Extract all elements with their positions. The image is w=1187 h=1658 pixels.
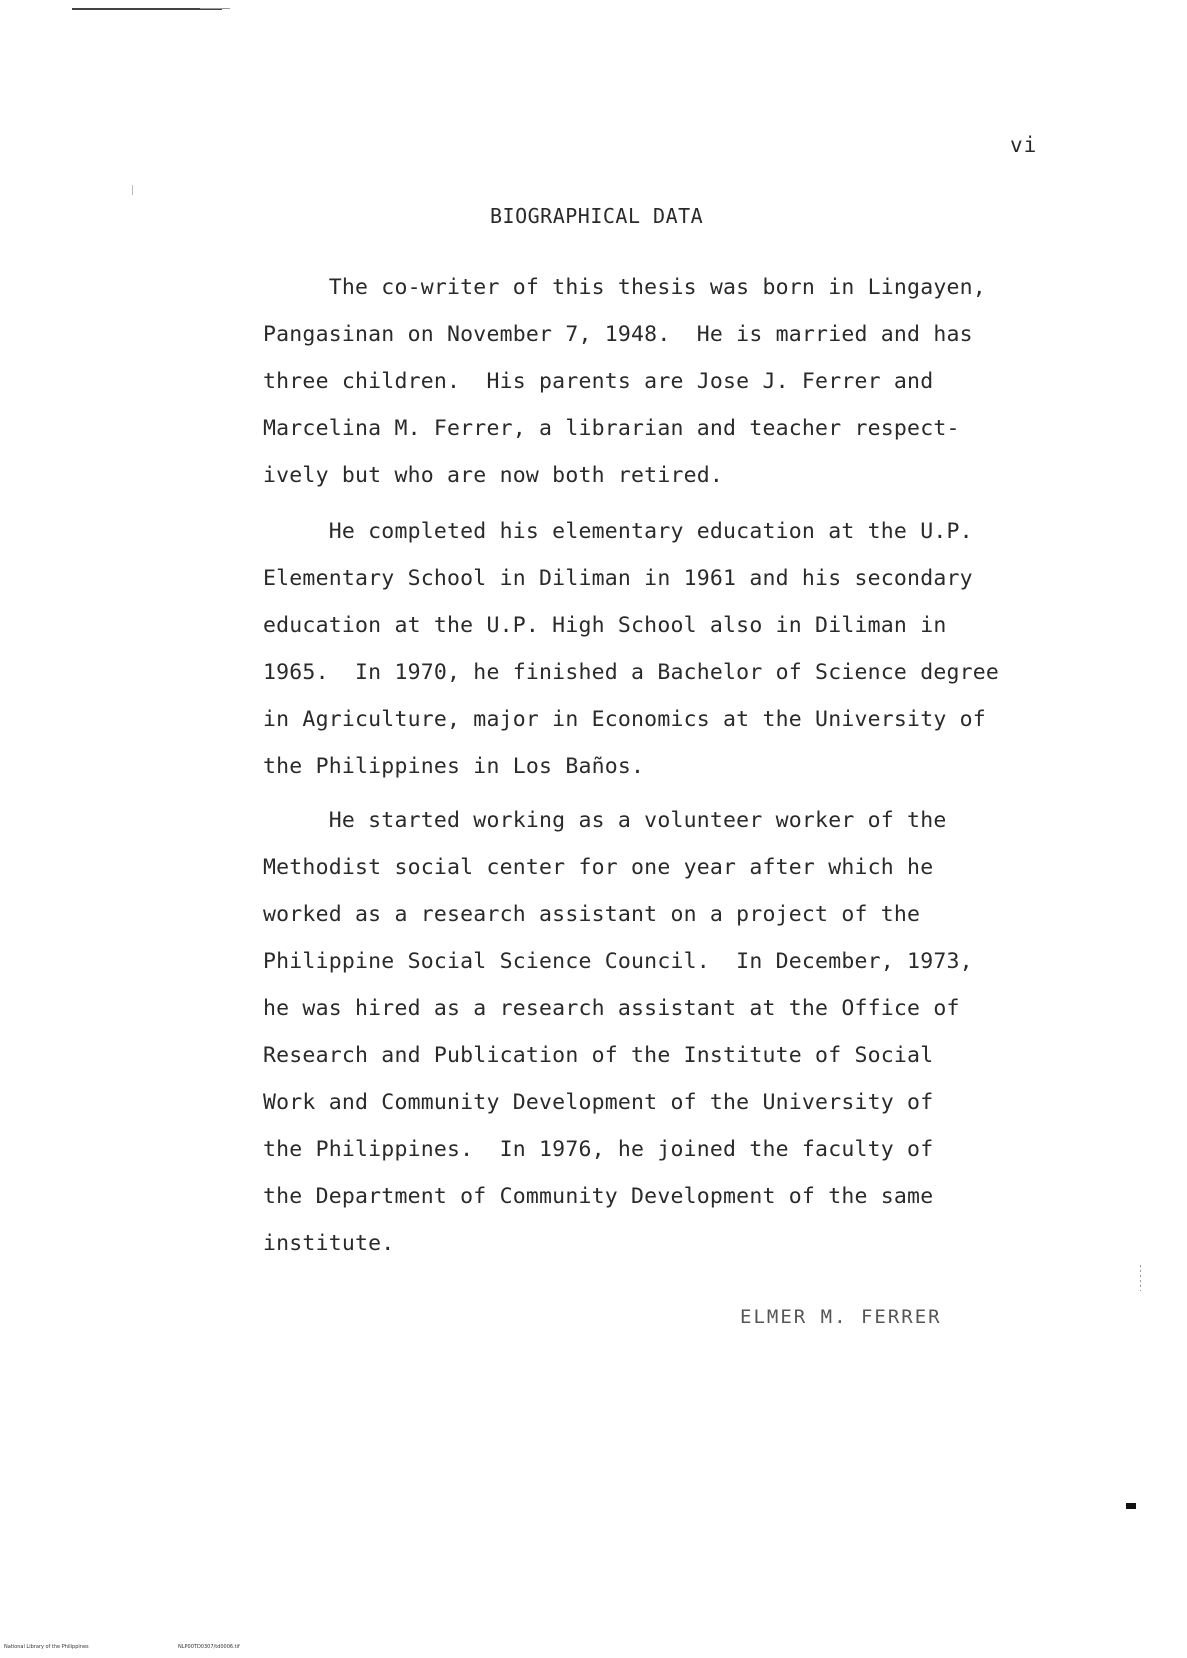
text-line: 1965. In 1970, he finished a Bachelor of Science degree [263, 660, 1000, 685]
text-line: Marcelina M. Ferrer, a librarian and teacher respect- [263, 416, 960, 441]
text-line: Work and Community Development of the University of [263, 1090, 934, 1115]
text-line: Pangasinan on November 7, 1948. He is married and has [263, 322, 973, 347]
page-number: vi [1010, 133, 1038, 157]
text-line: Methodist social center for one year after which he [263, 855, 934, 880]
page-title: BIOGRAPHICAL DATA [490, 204, 704, 228]
text-line: the Philippines in Los Baños. [263, 754, 645, 779]
text-line: ively but who are now both retired. [263, 463, 724, 488]
paragraph-education [263, 508, 1083, 790]
text-line: worked as a research assistant on a project of the [263, 902, 921, 927]
footer-library-name: National Library of the Philippines [4, 1644, 89, 1650]
text-line: Philippine Social Science Council. In December, 1973, [263, 949, 973, 974]
footer-file-id: NLP00TD0307/td0006.tif [178, 1644, 240, 1650]
paragraph-career [263, 797, 1083, 1267]
text-line: The co-writer of this thesis was born in Lingayen, [263, 275, 986, 300]
text-line: institute. [263, 1231, 395, 1256]
text-line: in Agriculture, major in Economics at the University of [263, 707, 986, 732]
text-line: education at the U.P. High School also in Diliman in [263, 613, 947, 638]
text-line: the Department of Community Development of the same [263, 1184, 934, 1209]
scan-artifact-mark [1140, 1265, 1141, 1291]
text-line: three children. His parents are Jose J. Ferrer and [263, 369, 934, 394]
text-line: He started working as a volunteer worker of the [263, 808, 947, 833]
author-signature: ELMER M. FERRER [740, 1306, 942, 1328]
text-line: Research and Publication of the Institute of Social [263, 1043, 934, 1068]
top-rule-tail-mark [200, 8, 230, 9]
text-line: he was hired as a research assistant at the Office of [263, 996, 960, 1021]
text-line: the Philippines. In 1976, he joined the faculty of [263, 1137, 934, 1162]
edge-mark [1126, 1503, 1136, 1509]
text-line: Elementary School in Diliman in 1961 and his secondary [263, 566, 973, 591]
text-line: He completed his elementary education at the U.P. [263, 519, 973, 544]
paragraph-birth-family [263, 264, 1083, 499]
scan-speck [132, 185, 133, 195]
